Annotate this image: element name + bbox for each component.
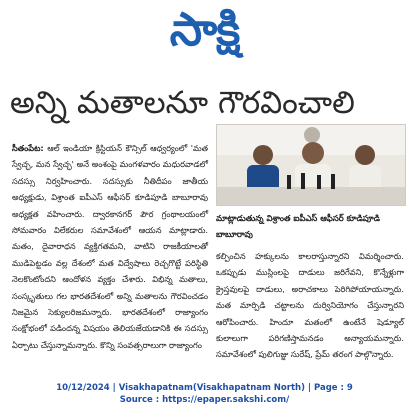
article-paragraph-right: కల్పించిన హక్కులను కాలరాస్తున్నారని విమర్శించారు. ఒకప్పుడు ముస్లింలపై దాడులు జరిగేవని, కొన్నేళ్లుగా క్రైస్తవులపై దాడులు, అరాచకాలు పెరిగిపోయాయన్నారు. మత మార్పిడి చట్టాలను దుర్వినియోగం చేస్తున్నారని ఆరోపించారు. హిందూ మతంలో ఉంటేనే షెడ్యూల్ కులాలుగా పరిగణిస్తామనడం అన్యాయమన్నారు. సమావేశంలో పులిగుజ్జు సురేష్, ప్రేమ్ తరంగ పాల్గొన్నారు.	[216, 251, 404, 360]
article-body-right-column	[216, 248, 404, 363]
masthead-logo: సాక్షి	[169, 2, 240, 56]
article-headline: అన్ని మతాలనూ గౌరవించాలి	[10, 85, 355, 121]
newspaper-masthead	[0, 4, 409, 66]
footer-edition-info: 10/12/2024 | Visakhapatnam(Visakhapatnam North) | Page : 9	[56, 383, 353, 393]
article-paragraph-left: ఆల్ ఇండియా క్రిస్టియన్ కౌన్సిల్ ఆధ్వర్యంలో 'మత స్వేచ్ఛ, మన స్వేచ్ఛ' అనే అంశంపై మంగళవారం మధురవాడలో సదస్సు నిర్వహించారు. సదస్సుకు నీతిదీపం జాతీయ అధ్యక్షుడు, విశ్రాంత ఐపీఎస్ ఆఫీసర్ కూడిపూడి బాబూరావు అధ్యక్షత వహించారు. ద్వారకానగర్ పౌర గ్రంథాలయంలో సోమవారం విలేకరుల సమావేశంలో ఆయన మాట్లాడారు. మతం, దైవారాధన వ్యక్తిగతమని, వాటిని రాజకీయాలతో ముడిపెట్టడం వల్ల దేశంలో మత విద్వేషాలు రెచ్చగొట్టే పరిస్థితి నెలకొంటోందని ఆందోళన వ్యక్తం చేశారు. విభిన్న మతాలు, సంస్కృతులు గల భారతదేశంలో అన్ని మతాలను గౌరవించడం నిజమైన సెక్యులరిజమన్నారు. భారతదేశంలో రాజ్యాంగం సంక్షోభంలో పడిందన్న విషయం తెలియజేయడానికి ఈ సదస్సు ఏర్పాటు చేస్తున్నామన్నారు. కొన్ని సంవత్సరాలుగా రాజ్యాంగం	[12, 143, 208, 350]
article-photo	[216, 124, 406, 206]
article-dateline: సీతంపేట:	[12, 143, 44, 153]
source-footer	[0, 382, 409, 406]
footer-source-link[interactable]: Source : https://epaper.sakshi.com/	[119, 395, 290, 405]
article-body-left-column	[12, 140, 208, 353]
press-meet-photo-illustration	[217, 125, 405, 205]
photo-caption: మాట్లాడుతున్న విశ్రాంత ఐపీఎస్ ఆఫీసర్ కూడిపూడి బాబూరావు	[216, 213, 380, 239]
